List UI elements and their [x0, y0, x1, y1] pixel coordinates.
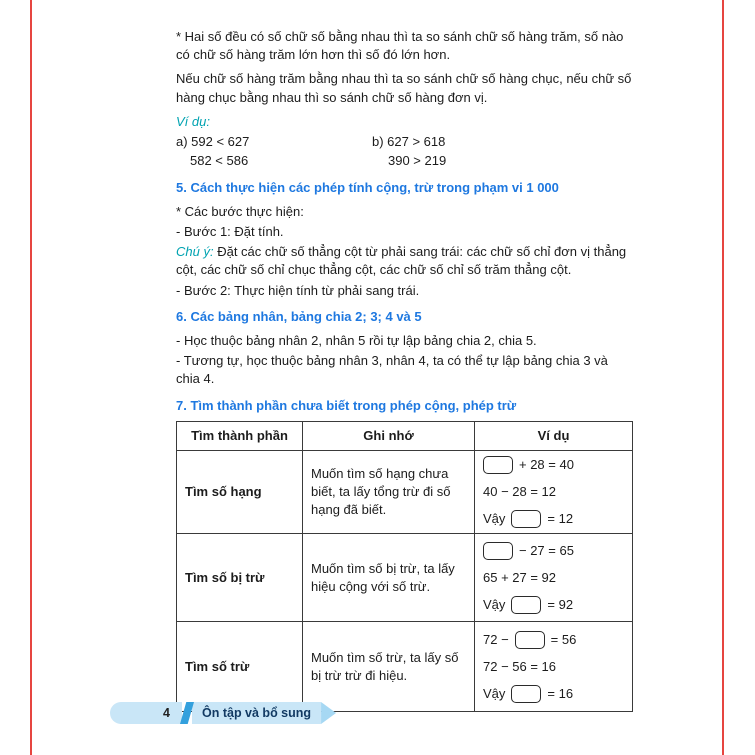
answer-box	[515, 631, 545, 649]
example-row-1	[176, 133, 632, 152]
equation-line	[483, 456, 624, 474]
equation-line	[483, 569, 624, 587]
intro-paragraph-1: * Hai số đều có số chữ số bằng nhau thì ta so sánh chữ số hàng trăm, số nào có chữ số hàng trăm lớn hơn thì số đó lớn hơn.	[176, 29, 624, 63]
section-5-note	[176, 243, 632, 279]
note-text: Đặt các chữ số thẳng cột từ phải sang trái: các chữ số chỉ đơn vị thẳng cột, các chữ số chỉ chục thẳng cột, các chữ số chỉ số trăm thẳng cột.	[176, 244, 627, 278]
section-6-heading: 6. Các bảng nhân, bảng chia 2; 3; 4 và 5	[176, 308, 422, 324]
unknown-component-table	[176, 421, 633, 713]
equation-line	[483, 542, 624, 560]
equation-text: = 16	[547, 686, 574, 702]
example-a2: 582 < 586	[190, 152, 249, 168]
note-label: Chú ý:	[176, 244, 214, 260]
table-header-row	[177, 421, 633, 450]
answer-box	[483, 456, 513, 474]
table-row	[177, 450, 633, 534]
answer-box	[511, 510, 541, 528]
equation-line	[483, 631, 624, 649]
section-5-steps-intro: * Các bước thực hiện:	[176, 203, 304, 219]
section-5-step-1: - Bước 1: Đặt tính.	[176, 224, 284, 239]
col-header-rule: Ghi nhớ	[303, 421, 475, 450]
answer-box	[483, 542, 513, 560]
intro-paragraph-2: Nếu chữ số hàng trăm bằng nhau thì ta so sánh chữ số hàng chục, nếu chữ số hàng chục bằng nhau thì so sánh chữ số hàng đơn vị.	[176, 71, 632, 105]
example-cell	[475, 450, 633, 534]
equation-text: Vậy	[483, 686, 506, 702]
comparison-examples	[176, 133, 632, 171]
component-name: Tìm số bị trừ	[177, 534, 303, 622]
page-border-left	[30, 0, 32, 755]
equation-text: Vậy	[483, 597, 506, 613]
section-6-line-2: - Tương tự, học thuộc bảng nhân 3, nhân 4, ta có thể tự lập bảng chia 3 và chia 4.	[176, 353, 608, 387]
equation-line	[483, 483, 624, 501]
example-a1: a) 592 < 627	[176, 133, 250, 149]
equation-text: 72 −	[483, 631, 509, 647]
chapter-title: Ôn tập và bổ sung	[192, 702, 321, 724]
example-row-2	[176, 152, 632, 171]
example-cell	[475, 622, 633, 712]
footer-ribbon	[110, 702, 336, 724]
equation-text: = 12	[547, 511, 574, 527]
example-b2: 390 > 219	[388, 152, 447, 168]
example-label: Ví dụ:	[176, 113, 210, 129]
section-6-line-1: - Học thuộc bảng nhân 2, nhân 5 rồi tự lập bảng chia 2, chia 5.	[176, 332, 537, 348]
equation-text: 40 − 28 = 12	[483, 484, 557, 500]
rule-text: Muốn tìm số bị trừ, ta lấy hiệu cộng với số trừ.	[303, 534, 475, 622]
table-row	[177, 534, 633, 622]
equation-text: = 56	[550, 631, 577, 647]
equation-text: 72 − 56 = 16	[483, 658, 557, 674]
section-5-heading: 5. Cách thực hiện các phép tính cộng, trừ trong phạm vi 1 000	[176, 179, 559, 195]
table-row	[177, 622, 633, 712]
rule-text: Muốn tìm số trừ, ta lấy số bị trừ trừ đi hiệu.	[303, 622, 475, 712]
col-header-example: Ví dụ	[475, 421, 633, 450]
equation-line	[483, 510, 624, 528]
equation-line	[483, 658, 624, 676]
page-border-right	[722, 0, 724, 755]
component-name: Tìm số trừ	[177, 622, 303, 712]
page-number: 4	[110, 702, 182, 724]
ribbon-arrow-icon	[321, 702, 336, 724]
equation-line	[483, 685, 624, 703]
page-content	[176, 28, 632, 712]
example-b1: b) 627 > 618	[372, 133, 446, 149]
equation-text: = 92	[547, 597, 574, 613]
component-name: Tìm số hạng	[177, 450, 303, 534]
equation-text: + 28 = 40	[519, 456, 574, 472]
equation-text: − 27 = 65	[519, 542, 574, 558]
answer-box	[511, 685, 541, 703]
equation-text: 65 + 27 = 92	[483, 569, 557, 585]
equation-text: Vậy	[483, 511, 506, 527]
section-7-heading: 7. Tìm thành phần chưa biết trong phép cộng, phép trừ	[176, 397, 517, 413]
equation-line	[483, 596, 624, 614]
answer-box	[511, 596, 541, 614]
rule-text: Muốn tìm số hạng chưa biết, ta lấy tổng trừ đi số hạng đã biết.	[303, 450, 475, 534]
section-5-step-2: - Bước 2: Thực hiện tính từ phải sang trái.	[176, 282, 420, 298]
col-header-component: Tìm thành phần	[177, 421, 303, 450]
example-cell	[475, 534, 633, 622]
